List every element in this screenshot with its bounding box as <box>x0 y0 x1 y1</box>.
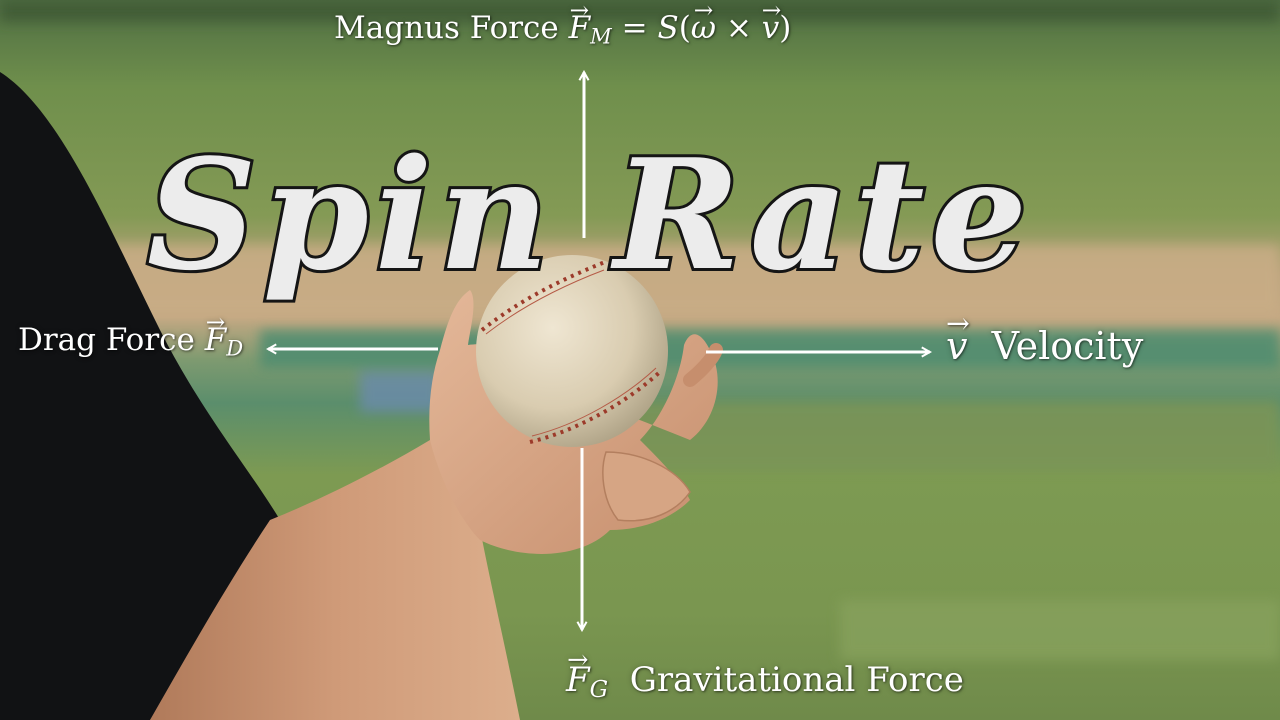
title-text: Spin Rate <box>146 125 1034 304</box>
drag-force-label <box>18 322 243 360</box>
gravitational-force-subscript: G <box>589 676 609 703</box>
equals-sign: = <box>621 10 648 46</box>
magnus-force-name: Magnus Force <box>334 10 559 46</box>
close-paren: ) <box>779 10 792 46</box>
open-paren: ( <box>678 10 691 46</box>
magnus-force-equation <box>568 10 792 49</box>
gravitational-force-symbol-group <box>566 660 609 703</box>
omega-symbol: → ω <box>691 10 716 46</box>
drag-force-symbol: → F <box>205 322 227 358</box>
gravitational-force-label <box>566 660 964 703</box>
magnus-force-subscript: M <box>590 23 612 49</box>
magnus-force-label <box>334 10 791 48</box>
velocity-label <box>946 324 1143 368</box>
drag-force-subscript: D <box>226 335 244 361</box>
velocity-symbol: → v <box>946 324 967 368</box>
velocity-name: Velocity <box>991 324 1144 368</box>
drag-force-symbol-group <box>204 322 244 361</box>
velocity-vector-symbol: → v <box>762 10 780 46</box>
gravitational-force-name: Gravitational Force <box>629 660 964 700</box>
drag-force-name: Drag Force <box>18 322 195 358</box>
cross-product-sign: × <box>725 10 752 46</box>
magnus-force-symbol: → F <box>569 10 591 46</box>
magnus-coefficient: S <box>657 10 679 46</box>
gravitational-force-symbol: → F <box>566 660 590 700</box>
